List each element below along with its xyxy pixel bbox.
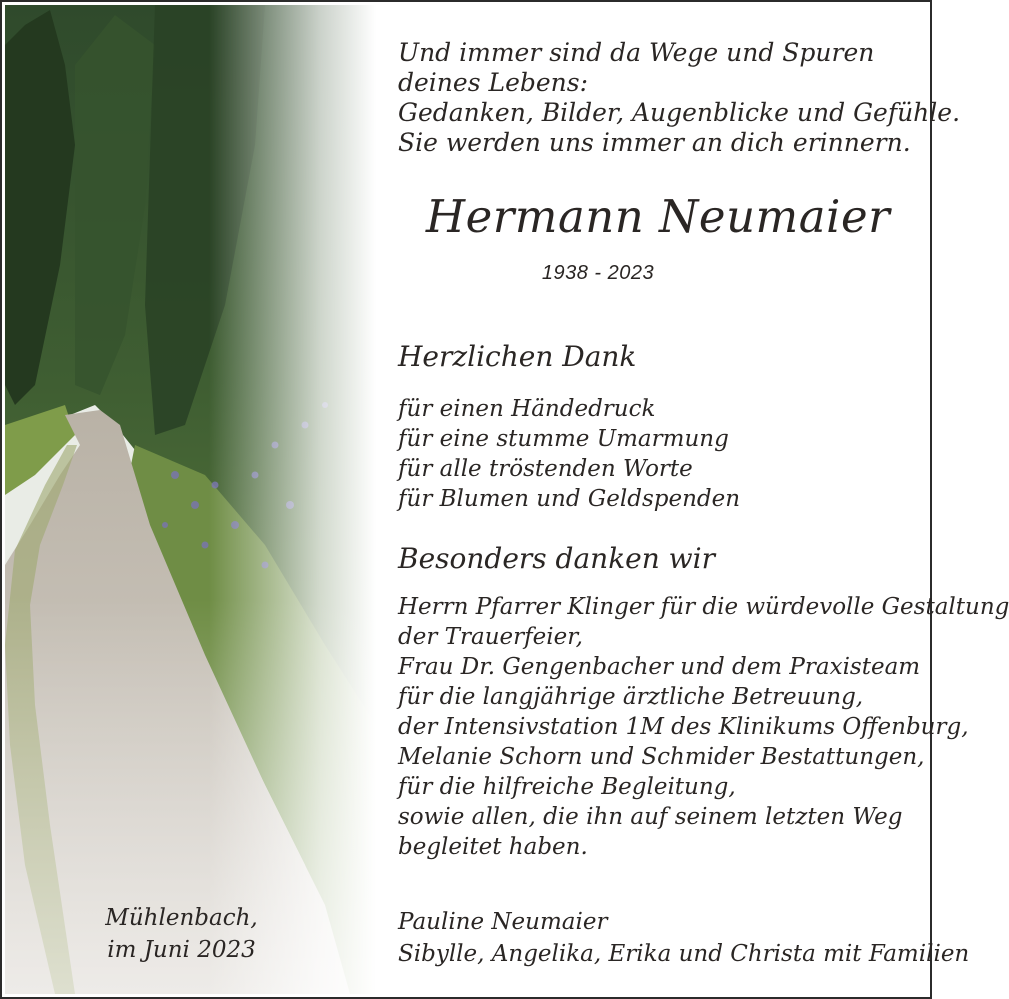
thanks-item: für Blumen und Geldspenden bbox=[398, 486, 741, 512]
verse-line: Und immer sind da Wege und Spuren bbox=[398, 38, 875, 67]
thanks-list bbox=[398, 394, 740, 514]
signature-line: Pauline Neumaier bbox=[398, 909, 608, 935]
place-line: Mühlenbach, bbox=[105, 905, 258, 931]
verse-line: Sie werden uns immer an dich erinnern. bbox=[398, 128, 911, 157]
special-line: begleitet haben. bbox=[398, 834, 588, 860]
special-line: der Intensivstation 1M des Klinikums Offenburg, bbox=[398, 714, 969, 740]
special-line: der Trauerfeier, bbox=[398, 624, 583, 650]
verse-line: Gedanken, Bilder, Augenblicke und Gefühle. bbox=[398, 98, 961, 127]
special-thanks-heading: Besonders danken wir bbox=[398, 542, 715, 575]
forest-path-photo bbox=[5, 5, 376, 994]
life-years: 1938 - 2023 bbox=[541, 262, 655, 284]
special-line: Herrn Pfarrer Klinger für die würdevolle Gestaltung bbox=[398, 594, 1009, 620]
special-line: Melanie Schorn und Schmider Bestattungen, bbox=[398, 744, 925, 770]
signature-line: Sibylle, Angelika, Erika und Christa mit Familien bbox=[398, 941, 970, 967]
memorial-verse bbox=[398, 38, 960, 158]
special-line: für die langjährige ärztliche Betreuung, bbox=[398, 684, 864, 710]
signature bbox=[398, 906, 969, 970]
deceased-name: Hermann Neumaier bbox=[425, 190, 891, 243]
thanks-item: für alle tröstenden Worte bbox=[398, 456, 693, 482]
thanks-heading: Herzlichen Dank bbox=[398, 340, 637, 373]
verse-line: deines Lebens: bbox=[398, 68, 589, 97]
date-line: im Juni 2023 bbox=[107, 937, 256, 963]
special-line: sowie allen, die ihn auf seinem letzten Weg bbox=[398, 804, 903, 830]
special-line: Frau Dr. Gengenbacher und dem Praxisteam bbox=[398, 654, 921, 680]
thanks-item: für eine stumme Umarmung bbox=[398, 426, 729, 452]
special-thanks-text bbox=[398, 592, 1009, 862]
place-date bbox=[94, 902, 269, 966]
thanks-item: für einen Händedruck bbox=[398, 396, 656, 422]
special-line: für die hilfreiche Begleitung, bbox=[398, 774, 736, 800]
